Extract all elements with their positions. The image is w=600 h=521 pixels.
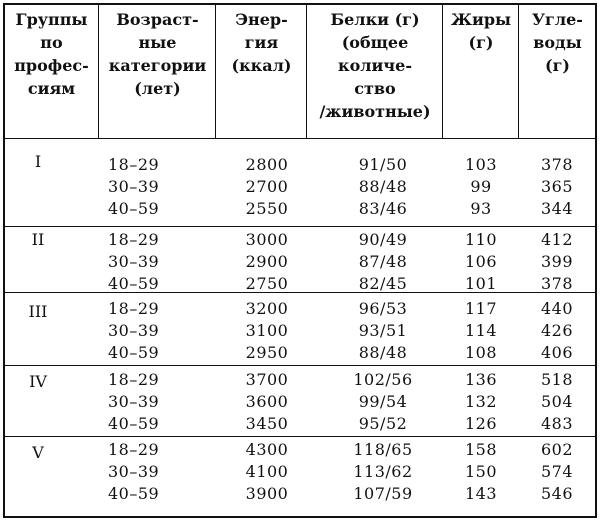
fat-cell: 108 (464, 343, 498, 362)
header-divider (518, 3, 519, 138)
fat-cell: 158 (464, 440, 498, 459)
header-bottom-rule (3, 138, 597, 139)
fat-cell: 110 (464, 230, 498, 249)
energy-cell: 2900 (245, 252, 289, 271)
group-separator (3, 226, 597, 227)
group-label: I (34, 152, 42, 171)
carbs-cell: 546 (540, 484, 574, 503)
fat-cell: 99 (470, 177, 492, 196)
age-cell: 30–39 (108, 321, 160, 340)
fat-cell: 93 (470, 199, 492, 218)
header-fat: Жиры (г) (450, 10, 512, 52)
protein-cell: 82/45 (358, 274, 408, 293)
carbs-cell: 378 (540, 274, 574, 293)
header-age-categories: Возраст- ные категории (лет) (108, 10, 207, 98)
fat-cell: 101 (464, 274, 498, 293)
age-cell: 30–39 (108, 392, 160, 411)
carbs-cell: 440 (540, 299, 574, 318)
age-cell: 30–39 (108, 462, 160, 481)
energy-cell: 3600 (245, 392, 289, 411)
header-protein: Белки (г) (общее количе- ство /животные) (319, 10, 431, 121)
fat-cell: 136 (464, 370, 498, 389)
energy-cell: 3200 (245, 299, 289, 318)
age-cell: 18–29 (108, 155, 160, 174)
energy-cell: 4100 (245, 462, 289, 481)
age-cell: 18–29 (108, 440, 160, 459)
carbs-cell: 602 (540, 440, 574, 459)
fat-cell: 143 (464, 484, 498, 503)
header-profession-groups: Группы по профес- сиям (14, 10, 89, 98)
age-cell: 18–29 (108, 230, 160, 249)
header-divider (306, 3, 307, 138)
fat-cell: 114 (464, 321, 498, 340)
carbs-cell: 483 (540, 414, 574, 433)
fat-cell: 150 (464, 462, 498, 481)
energy-cell: 2700 (245, 177, 289, 196)
protein-cell: 102/56 (353, 370, 413, 389)
age-cell: 40–59 (108, 343, 160, 362)
carbs-cell: 344 (540, 199, 574, 218)
header-carbs: Угле- воды (г) (532, 10, 583, 75)
group-separator (3, 436, 597, 437)
protein-cell: 118/65 (353, 440, 413, 459)
group-label: V (32, 443, 44, 462)
protein-cell: 93/51 (358, 321, 408, 340)
age-cell: 40–59 (108, 199, 160, 218)
protein-cell: 91/50 (358, 155, 408, 174)
protein-cell: 88/48 (358, 177, 408, 196)
group-separator (3, 365, 597, 366)
age-cell: 18–29 (108, 299, 160, 318)
age-cell: 30–39 (108, 252, 160, 271)
header-divider (442, 3, 443, 138)
carbs-cell: 518 (540, 370, 574, 389)
carbs-cell: 406 (540, 343, 574, 362)
age-cell: 40–59 (108, 414, 160, 433)
group-label: II (31, 230, 45, 249)
fat-cell: 126 (464, 414, 498, 433)
fat-cell: 117 (464, 299, 498, 318)
carbs-cell: 399 (540, 252, 574, 271)
energy-cell: 3000 (245, 230, 289, 249)
carbs-cell: 426 (540, 321, 574, 340)
fat-cell: 103 (464, 155, 498, 174)
carbs-cell: 378 (540, 155, 574, 174)
energy-cell: 3450 (245, 414, 289, 433)
protein-cell: 95/52 (358, 414, 408, 433)
energy-cell: 2950 (245, 343, 289, 362)
protein-cell: 88/48 (358, 343, 408, 362)
group-label: IV (29, 372, 47, 391)
group-label: III (28, 302, 48, 321)
fat-cell: 132 (464, 392, 498, 411)
protein-cell: 113/62 (353, 462, 413, 481)
energy-cell: 2750 (245, 274, 289, 293)
age-cell: 40–59 (108, 484, 160, 503)
age-cell: 18–29 (108, 370, 160, 389)
header-divider (215, 3, 216, 138)
carbs-cell: 504 (540, 392, 574, 411)
carbs-cell: 412 (540, 230, 574, 249)
energy-cell: 3700 (245, 370, 289, 389)
energy-cell: 2550 (245, 199, 289, 218)
protein-cell: 107/59 (353, 484, 413, 503)
protein-cell: 83/46 (358, 199, 408, 218)
fat-cell: 106 (464, 252, 498, 271)
energy-cell: 4300 (245, 440, 289, 459)
energy-cell: 3900 (245, 484, 289, 503)
header-energy: Энер- гия (ккал) (231, 10, 292, 75)
energy-cell: 3100 (245, 321, 289, 340)
age-cell: 30–39 (108, 177, 160, 196)
header-divider (98, 3, 99, 138)
energy-cell: 2800 (245, 155, 289, 174)
carbs-cell: 574 (540, 462, 574, 481)
protein-cell: 90/49 (358, 230, 408, 249)
carbs-cell: 365 (540, 177, 574, 196)
age-cell: 40–59 (108, 274, 160, 293)
protein-cell: 87/48 (358, 252, 408, 271)
protein-cell: 96/53 (358, 299, 408, 318)
protein-cell: 99/54 (358, 392, 408, 411)
